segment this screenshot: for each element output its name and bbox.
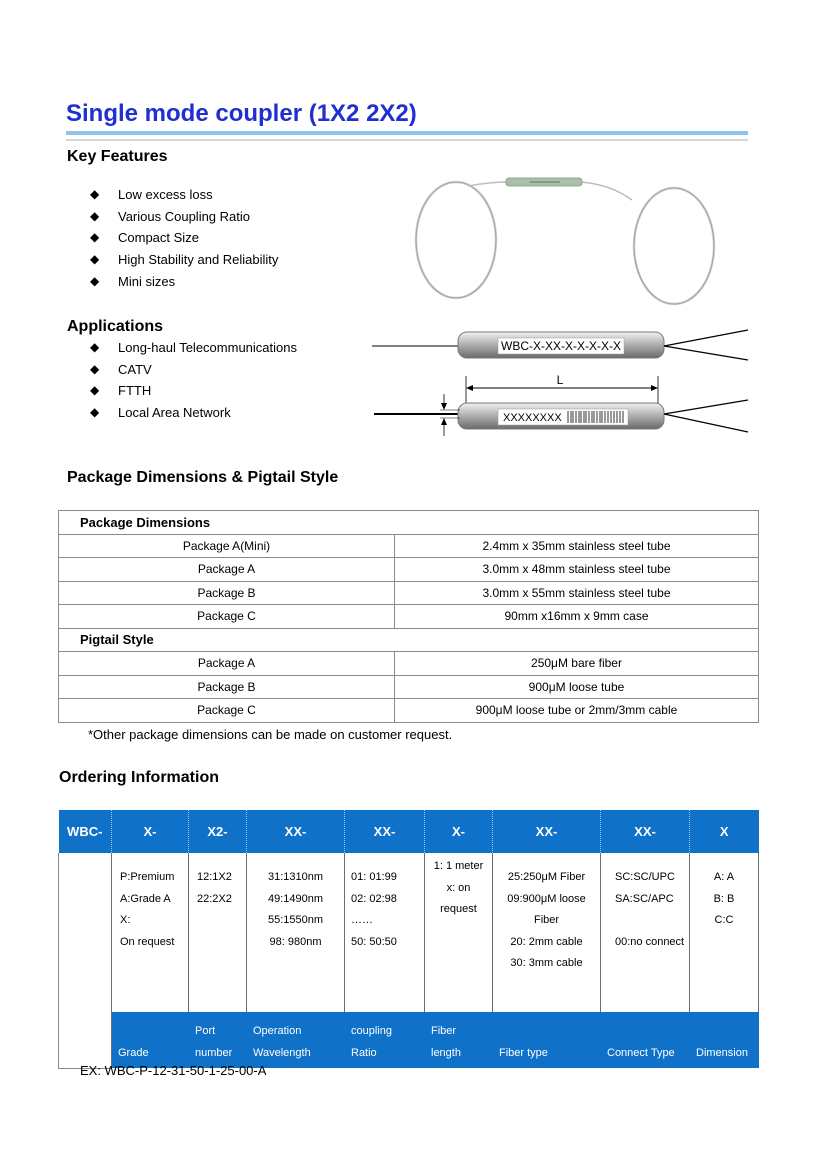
option-line: Fiber	[533, 914, 560, 926]
option-line: 01: 01:99	[351, 871, 397, 883]
ordering-heading: Ordering Information	[59, 769, 219, 786]
ordering-field-label-line: coupling	[351, 1025, 392, 1037]
option-line	[615, 910, 688, 932]
package-value-cell: 250μM bare fiber	[395, 652, 759, 676]
application-item-label: Long-haul Telecommunications	[118, 340, 297, 355]
ordering-field-label-line: Operation	[253, 1025, 302, 1037]
ordering-example: EX: WBC-P-12-31-50-1-25-00-A	[80, 1063, 267, 1078]
option-line: 49:1490nm	[267, 892, 324, 905]
feature-item-label: Mini sizes	[118, 273, 176, 289]
option-line: 02: 02:98	[351, 892, 397, 905]
ordering-header-cell: XX-	[601, 810, 690, 853]
option-line: X:	[120, 914, 131, 926]
option-line: 25:250μM Fiber	[507, 871, 586, 883]
application-item	[90, 337, 297, 359]
table-row	[59, 534, 759, 558]
feature-item	[90, 271, 278, 293]
application-item-label: Local Area Network	[118, 405, 231, 421]
ordering-field-label	[189, 1012, 247, 1068]
ordering-header-cell: XX-	[247, 810, 345, 853]
option-line: A:Grade A	[120, 892, 171, 905]
connector-options	[601, 853, 690, 1012]
package-value-cell: 2.4mm x 35mm stainless steel tube	[395, 534, 759, 558]
ordering-field-label-line: number	[195, 1047, 233, 1059]
diamond-bullet-icon: ◆	[90, 340, 100, 354]
diamond-bullet-icon: ◆	[90, 361, 100, 376]
key-features-list	[90, 184, 278, 292]
package-name-cell: Package B	[59, 581, 395, 605]
ordering-field-label	[601, 1012, 690, 1068]
option-line: ……	[351, 914, 373, 926]
option-line: 50: 50:50	[351, 935, 397, 948]
feature-item	[90, 184, 278, 206]
application-item	[90, 380, 297, 402]
application-item-label: CATV	[118, 361, 152, 377]
diagram-dimension-label: L	[556, 373, 564, 387]
ordering-field-label-line: Grade	[118, 1047, 149, 1059]
ordering-field-label-line: Dimension	[696, 1047, 748, 1059]
option-line: 12:1X2	[197, 871, 232, 883]
feature-item	[90, 227, 278, 249]
diamond-bullet-icon: ◆	[90, 383, 100, 398]
ordering-field-label	[690, 1012, 759, 1068]
option-line: B: B	[713, 892, 735, 905]
option-line: 00:no connect	[615, 935, 685, 948]
package-heading: Package Dimensions & Pigtail Style	[67, 469, 339, 486]
application-item	[90, 402, 297, 424]
package-value-cell: 3.0mm x 55mm stainless steel tube	[395, 581, 759, 605]
ordering-field-label-line: Ratio	[351, 1047, 377, 1059]
feature-item-label: Various Coupling Ratio	[118, 208, 250, 224]
pigtail-style-title: Pigtail Style	[59, 628, 759, 652]
ordering-field-label-line: length	[431, 1047, 461, 1059]
ordering-header-cell: X-	[112, 810, 189, 853]
package-name-cell: Package A	[59, 652, 395, 676]
package-dimension-diagram	[370, 322, 752, 447]
title-underline	[66, 131, 748, 135]
option-line: request	[440, 903, 477, 915]
ordering-field-label-line: Connect Type	[607, 1047, 675, 1059]
port-options	[189, 853, 247, 1012]
option-line: SA:SC/APC	[615, 892, 674, 905]
option-line: 20: 2mm cable	[510, 935, 583, 948]
diamond-bullet-icon: ◆	[90, 252, 100, 267]
ordering-field-label	[425, 1012, 493, 1068]
ordering-field-label	[112, 1012, 189, 1068]
title-underline-secondary	[66, 139, 748, 141]
package-name-cell: Package B	[59, 675, 395, 699]
feature-item-label: High Stability and Reliability	[118, 252, 279, 268]
option-line: x: on	[446, 881, 471, 894]
ordering-header-cell: XX-	[493, 810, 601, 853]
wavelength-options	[247, 853, 345, 1012]
fiber-type-options	[493, 853, 601, 1012]
ordering-header-cell: X	[690, 810, 759, 853]
table-row	[59, 652, 759, 676]
option-line: 09:900μM loose	[507, 892, 586, 905]
package-value-cell: 90mm x16mm x 9mm case	[395, 605, 759, 629]
ordering-field-label	[493, 1012, 601, 1068]
package-table	[58, 510, 759, 723]
ordering-field-label-line: Wavelength	[253, 1047, 311, 1059]
applications-heading: Applications	[67, 318, 164, 335]
table-row	[59, 581, 759, 605]
grade-options	[112, 853, 189, 1012]
ordering-field-label-line: Port	[195, 1025, 216, 1037]
ordering-blank-cell	[59, 853, 112, 1068]
table-row	[59, 675, 759, 699]
application-item-label: FTTH	[118, 383, 152, 399]
coupler-product-image	[410, 170, 730, 310]
ordering-field-label	[345, 1012, 425, 1068]
option-line: C:C	[714, 914, 734, 926]
option-line: On request	[120, 935, 175, 948]
ordering-header-cell: XX-	[345, 810, 425, 853]
dimension-options	[690, 853, 759, 1012]
application-item	[90, 359, 297, 381]
option-line: A: A	[713, 871, 735, 883]
diamond-bullet-icon: ◆	[90, 273, 100, 288]
package-name-cell: Package C	[59, 699, 395, 723]
option-line: 1: 1 meter	[433, 860, 484, 872]
option-line: SC:SC/UPC	[615, 871, 675, 883]
package-value-cell: 900μM loose tube or 2mm/3mm cable	[395, 699, 759, 723]
package-name-cell: Package A(Mini)	[59, 534, 395, 558]
ordering-header-cell: X2-	[189, 810, 247, 853]
option-line: 31:1310nm	[267, 871, 324, 883]
ordering-field-label-line: Fiber type	[499, 1047, 548, 1059]
ordering-header-cell: X-	[425, 810, 493, 853]
feature-item	[90, 206, 278, 228]
page-title: Single mode coupler (1X2 2X2)	[66, 100, 417, 127]
feature-item-label: Compact Size	[118, 230, 199, 246]
diagram-label-bottom: XXXXXXXX	[503, 412, 562, 424]
package-name-cell: Package A	[59, 558, 395, 582]
option-line: 55:1550nm	[267, 914, 324, 926]
ordering-header-cell: WBC-	[59, 810, 112, 853]
package-value-cell: 3.0mm x 48mm stainless steel tube	[395, 558, 759, 582]
feature-item-label: Low excess loss	[118, 187, 213, 202]
ratio-options	[345, 853, 425, 1012]
diamond-bullet-icon: ◆	[90, 208, 100, 223]
option-line: P:Premium	[120, 871, 175, 883]
feature-item	[90, 249, 278, 271]
diamond-bullet-icon: ◆	[90, 187, 100, 201]
ordering-field-label	[247, 1012, 345, 1068]
diamond-bullet-icon: ◆	[90, 405, 100, 420]
fiber-length-options	[425, 853, 493, 1012]
table-row	[59, 558, 759, 582]
ordering-field-label-line: Fiber	[431, 1025, 457, 1037]
diamond-bullet-icon: ◆	[90, 230, 100, 245]
table-row	[59, 605, 759, 629]
applications-list	[90, 337, 297, 424]
key-features-heading: Key Features	[67, 148, 168, 165]
option-line: 30: 3mm cable	[510, 957, 583, 969]
table-row	[59, 699, 759, 723]
package-value-cell: 900μM loose tube	[395, 675, 759, 699]
ordering-table	[58, 810, 759, 1069]
package-dimensions-title: Package Dimensions	[59, 511, 759, 535]
package-name-cell: Package C	[59, 605, 395, 629]
option-line: 98: 980nm	[269, 935, 322, 948]
diagram-label-top: WBC-X-XX-X-X-X-X-X	[501, 339, 621, 353]
option-line: 22:2X2	[197, 892, 232, 905]
package-note: *Other package dimensions can be made on customer request.	[88, 727, 453, 742]
